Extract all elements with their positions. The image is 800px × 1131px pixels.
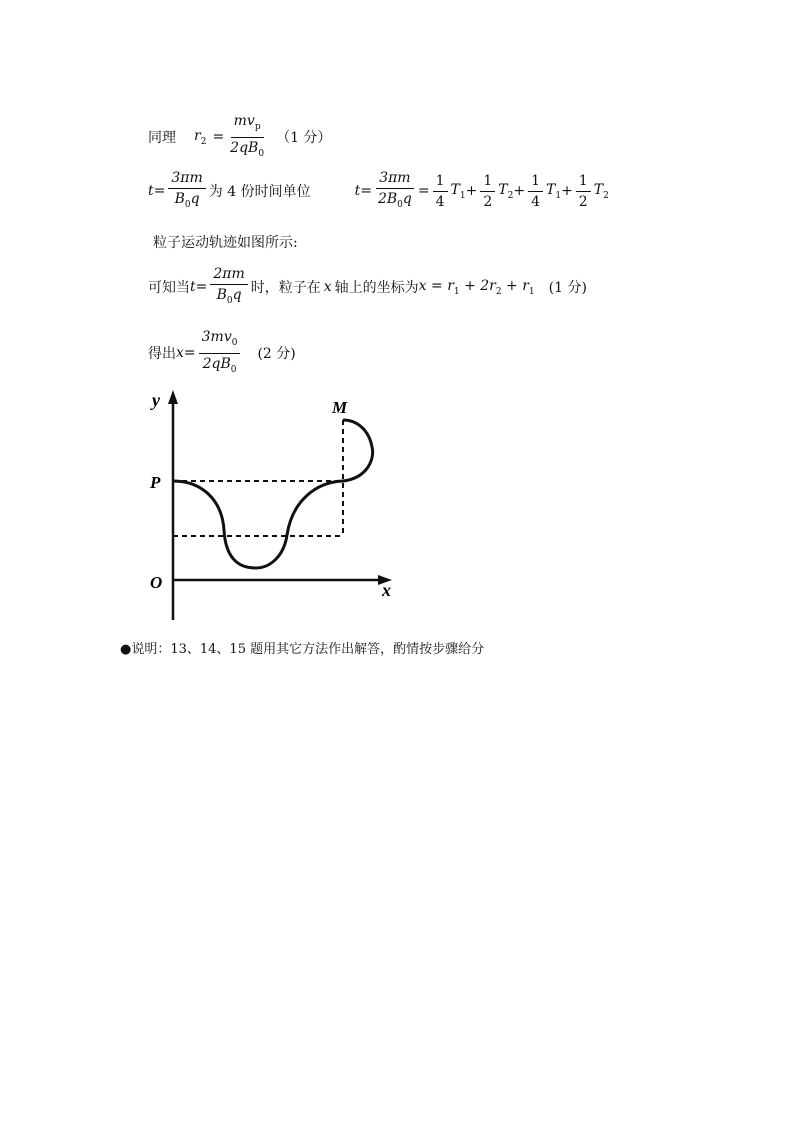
scoring-note <box>120 638 484 657</box>
label-tongli: 同理 <box>148 130 176 147</box>
mid-text: 时，粒子在 <box>250 280 321 297</box>
prefix-text: 得出 <box>148 346 176 363</box>
prefix-text: 可知当 <box>148 280 190 297</box>
mid-text-2: 轴上的坐标为 <box>334 280 419 297</box>
period-sum: = $\frac{1}{4}$ $T_1$ + $\frac{1}{2}$ $T_2$ + $\frac{1}{4}$ $T_1$ + $\frac{1}{2}$ $T_2$ <box>417 172 609 210</box>
note-text: 说明：13、14、15 题用其它方法作出解答，酌情按步骤给分 <box>131 642 485 657</box>
equals-sign: = <box>360 183 372 200</box>
fraction-result: $\frac{3mv_0}{2qB_0}$ <box>199 329 241 378</box>
t-symbol: t <box>190 279 196 296</box>
point-p-label: P <box>150 473 161 492</box>
time-unit-text: 为 4 份时间单位 <box>208 184 311 201</box>
equals-sign: = <box>195 279 208 296</box>
equals-sign: = <box>212 129 225 146</box>
equals-sign: = <box>153 183 166 200</box>
score-1: （1 分） <box>276 130 332 147</box>
score-3: (2 分) <box>257 346 296 363</box>
score-2: (1 分) <box>548 280 587 297</box>
fraction-2pim: $\frac{2\pi m}{B_0q}$ <box>210 266 247 309</box>
fraction-r2: $\frac{mv_p}{2qB_0}$ <box>230 113 265 159</box>
x-symbol: x <box>176 345 184 362</box>
x-axis-label: x <box>382 580 391 600</box>
y-axis-label: y <box>152 390 160 410</box>
trajectory-caption: 粒子运动轨迹如图所示: <box>153 235 298 251</box>
y-axis-arrow <box>168 390 178 404</box>
bullet: ● <box>120 642 132 657</box>
r2-symbol: $r_2$ <box>194 127 207 147</box>
fraction-t: $\frac{3\pi m}{B_0q}$ <box>168 170 205 213</box>
point-m-label: M <box>332 398 348 417</box>
t-symbol: t <box>148 183 154 200</box>
fraction-t2: $\frac{3\pi m}{2B_0q}$ <box>377 170 412 210</box>
t-symbol-2: t <box>354 183 361 200</box>
x-expression: $x = r_1 + 2r_2 + r_1$ <box>418 278 535 297</box>
origin-label: O <box>150 573 163 592</box>
equals-sign: = <box>183 345 196 362</box>
x-axis-symbol: x <box>323 279 332 296</box>
dashed-guides <box>173 420 343 536</box>
